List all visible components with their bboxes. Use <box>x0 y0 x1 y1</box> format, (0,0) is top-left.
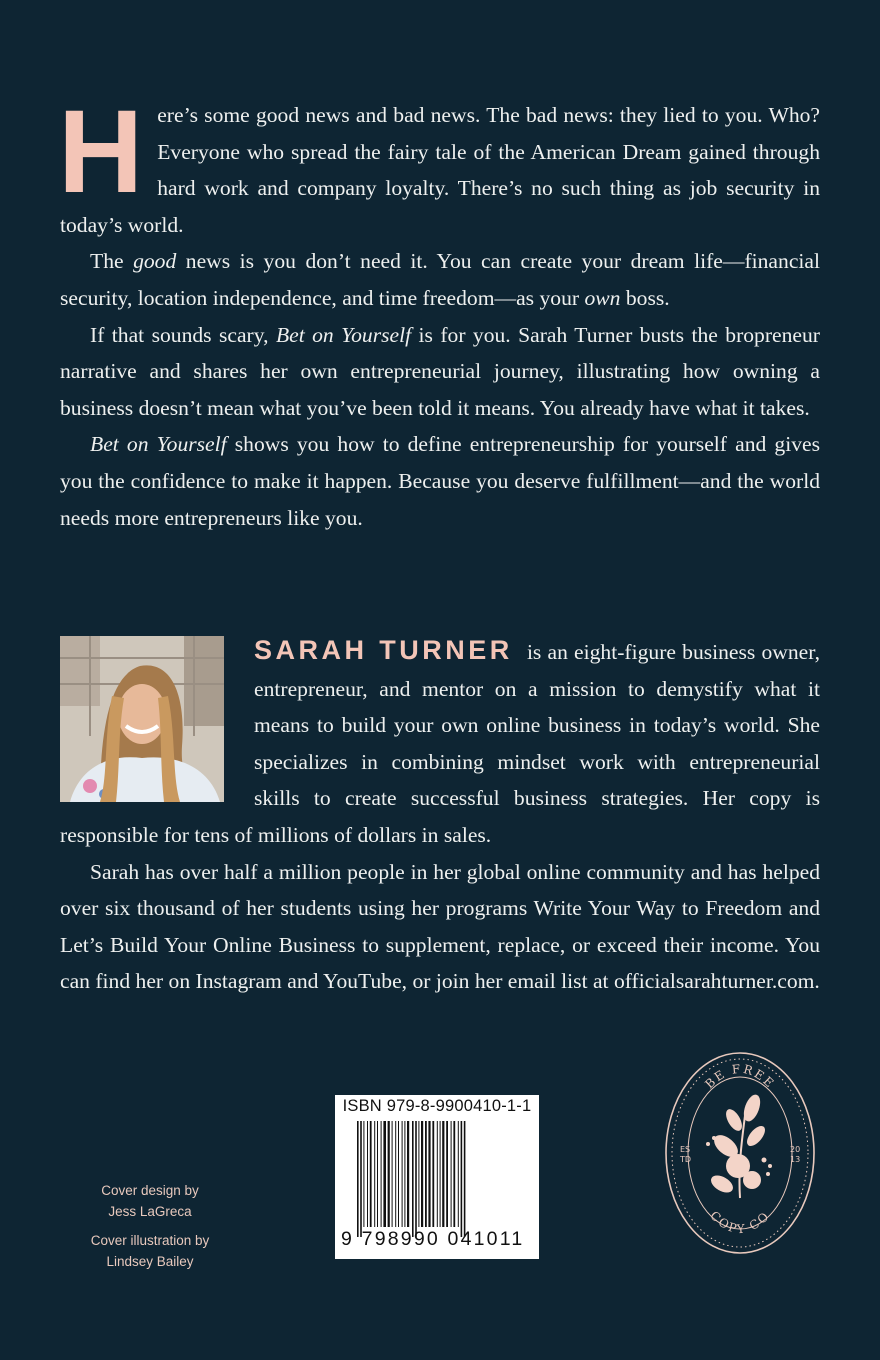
barcode-bar <box>404 1121 405 1227</box>
logo-flower-icon <box>706 1092 772 1198</box>
barcode-bar <box>392 1121 393 1227</box>
author-photo <box>60 636 224 802</box>
bio-paragraph-2: Sarah has over half a million people in her global online community and has helped over six thousand of her students using her programs Write Your Way to Freedom and Let’s Build Your Online Business to supplement, replace, or exceed their income. You can find her on Instagram and YouTube, or join her email list at officialsarahturner.com. <box>60 859 820 994</box>
svg-text:COPY CO <box>707 1208 773 1236</box>
logo-top-text: BE FREE <box>702 1061 778 1092</box>
barcode-bar <box>407 1121 409 1227</box>
barcode-bar <box>442 1121 444 1227</box>
barcode-bar <box>415 1121 417 1237</box>
barcode-bar <box>383 1121 386 1227</box>
barcode-bar <box>446 1121 448 1227</box>
logo-left-text-2: TD <box>680 1155 692 1164</box>
barcode-bar <box>440 1121 441 1227</box>
logo-left-text-1: ES <box>680 1145 691 1154</box>
isbn-barcode <box>335 1095 539 1259</box>
barcode-bar <box>377 1121 378 1227</box>
barcode-bar <box>425 1121 427 1227</box>
barcode-bar <box>453 1121 455 1227</box>
author-name: SARAH TURNER <box>254 635 513 665</box>
design-credit-label: Cover design by <box>101 1183 199 1198</box>
bio-paragraph-1: SARAH TURNER is an eight-figure business owner, entrepreneur, and mentor on a mission to demystify what it means to build your own online business in today’s world. She specializes in combining mindset work with entrepreneurial skills to create successful business strategies. Her copy is responsible for tens of millions of dollars in sales. <box>60 635 820 847</box>
author-bio <box>60 632 820 1000</box>
logo-right-text-2: 13 <box>790 1155 801 1164</box>
design-credit-name: Jess LaGreca <box>108 1203 192 1219</box>
barcode-bar <box>432 1121 434 1227</box>
cover-credits <box>70 1182 230 1273</box>
barcode-bar <box>370 1121 372 1227</box>
barcode-bar <box>374 1121 375 1227</box>
blurb-paragraph-2: The good news is you don’t need it. You can create your dream life—financial security, location independence, and time freedom—as your own boss. <box>60 249 820 310</box>
barcode-bar <box>437 1121 438 1227</box>
book-blurb <box>58 86 820 536</box>
barcode-bar <box>388 1121 390 1227</box>
logo-bottom-text: COPY CO <box>707 1208 773 1237</box>
logo-right-text-1: 20 <box>790 1145 801 1154</box>
barcode-bar <box>464 1121 466 1237</box>
barcode-bar <box>451 1121 452 1227</box>
barcode-bar <box>398 1121 399 1227</box>
barcode-bar <box>363 1121 364 1227</box>
blurb-paragraph-1: Here’s some good news and bad news. The bad news: they lied to you. Who? Everyone who spread the fairy tale of the American Dream gained through hard work and company loyalty. There’s no such thing as job security in today’s world. <box>58 86 820 237</box>
barcode-bar <box>412 1121 414 1237</box>
barcode-bar <box>402 1121 403 1227</box>
illustration-credit-label: Cover illustration by <box>90 1233 210 1248</box>
barcode-bar <box>428 1121 430 1227</box>
isbn-label: ISBN 979-8-9900410-1-1 <box>342 1097 532 1115</box>
barcode-bar <box>421 1121 423 1227</box>
illustration-credit-name: Lindsey Bailey <box>106 1253 194 1269</box>
blurb-paragraph-3: If that sounds scary, Bet on Yourself is for you. Sarah Turner busts the bropreneur narrative and shares her own entrepreneurial journey, illustrating how owning a business doesn’t mean what you’ve been told it means. You already have what it takes. <box>60 322 820 420</box>
barcode-bar <box>381 1121 382 1227</box>
barcode-bar <box>357 1121 359 1237</box>
barcode-bar <box>461 1121 463 1237</box>
publisher-logo <box>660 1048 820 1258</box>
barcode-bar <box>418 1121 419 1227</box>
barcode-bar <box>458 1121 459 1227</box>
barcode-bar <box>395 1121 396 1227</box>
blurb-paragraph-4: Bet on Yourself shows you how to define entrepreneurship for yourself and gives you the confidence to make it happen. Because you deserve fulfillment—and the world needs more entrepreneurs like you. <box>60 432 820 530</box>
barcode-bar <box>367 1121 368 1227</box>
drop-cap: H <box>58 86 144 218</box>
barcode-bar <box>360 1121 362 1237</box>
isbn-digits: 9 798990 041011 <box>341 1228 525 1250</box>
